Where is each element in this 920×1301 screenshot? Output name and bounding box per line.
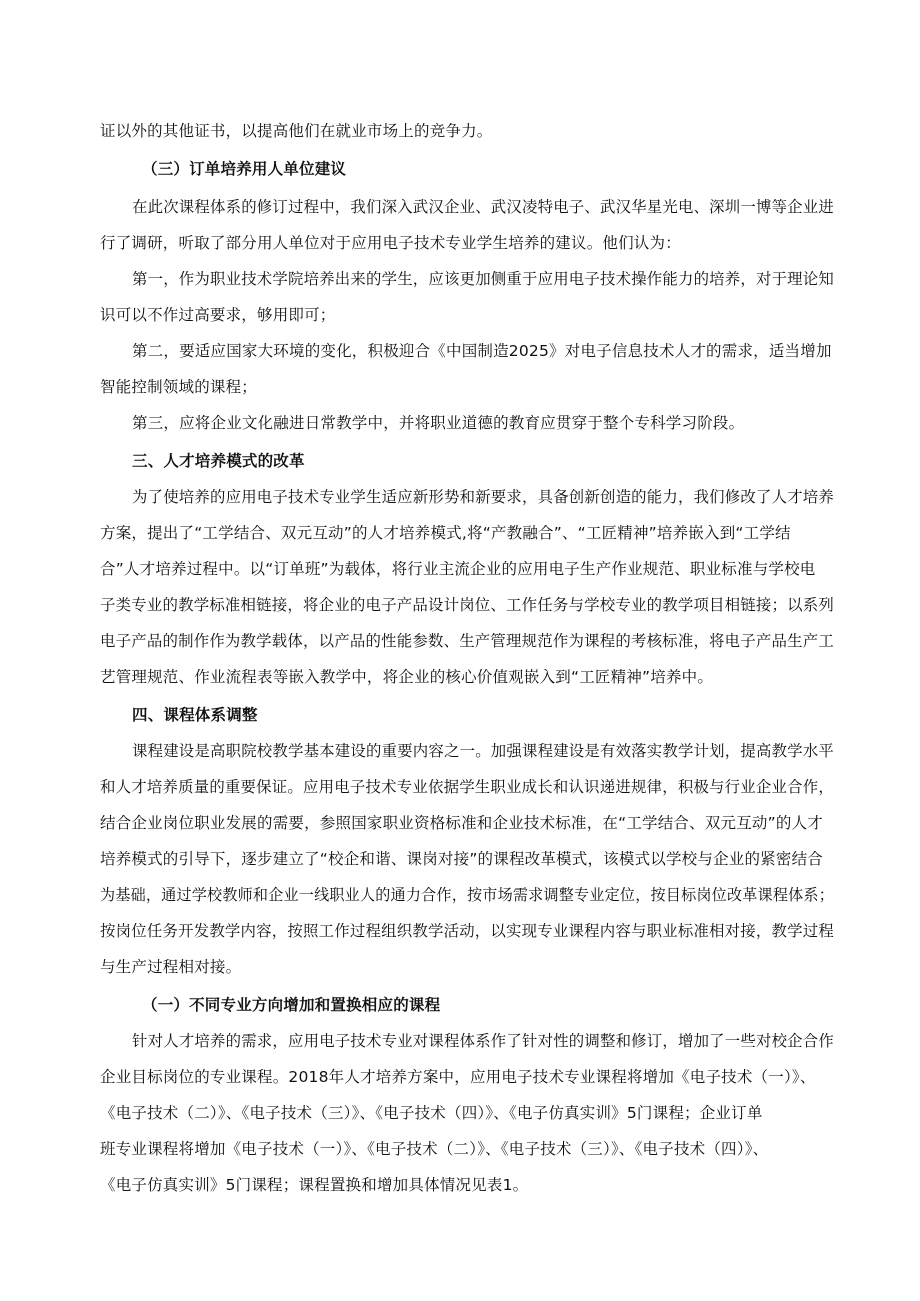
paragraph-line: 行了调研，听取了部分用人单位对于应用电子技术专业学生培养的建议。他们认为： xyxy=(100,234,681,252)
section-heading: （一）不同专业方向增加和置换相应的课程 xyxy=(142,996,441,1014)
paragraph-line: 班专业课程将增加《电子技术（一）》、《电子技术（二）》、《电子技术（三）》、《电子技术（四）》、 xyxy=(100,1140,769,1158)
paragraph-line: 方案，提出了“工学结合、双元互动”的人才培养模式,将“产教融合”、“工匠精神”培养嵌入到“工学结 xyxy=(100,524,791,542)
paragraph-line: 第一，作为职业技术学院培养出来的学生，应该更加侧重于应用电子技术操作能力的培养，对于理论知 xyxy=(132,270,834,288)
paragraph-line: 在此次课程体系的修订过程中，我们深入武汉企业、武汉凌特电子、武汉华星光电、深圳一博等企业进 xyxy=(132,198,834,216)
paragraph-line: 针对人才培养的需求，应用电子技术专业对课程体系作了针对性的调整和修订，增加了一些对校企合作 xyxy=(132,1032,834,1050)
section-heading: （三）订单培养用人单位建议 xyxy=(142,160,347,178)
paragraph-line: 为基础，通过学校教师和企业一线职业人的通力合作，按市场需求调整专业定位，按目标岗位改革课程体系； xyxy=(100,886,835,904)
paragraph-line: 合”人才培养过程中。以“订单班”为载体，将行业主流企业的应用电子生产作业规范、职业标准与学校电 xyxy=(100,560,816,578)
paragraph-line: 和人才培养质量的重要保证。应用电子技术专业依据学生职业成长和认识递进规律，积极与行业企业合作， xyxy=(100,778,834,796)
paragraph-line: 智能控制领域的课程； xyxy=(100,378,258,396)
paragraph-line: 为了使培养的应用电子技术专业学生适应新形势和新要求，具备创新创造的能力，我们修改了人才培养 xyxy=(132,488,834,506)
paragraph-line: 结合企业岗位职业发展的需要，参照国家职业资格标准和企业技术标准，在“工学结合、双元互动”的人才 xyxy=(100,814,823,832)
paragraph-line: 艺管理规范、作业流程表等嵌入教学中，将企业的核心价值观嵌入到“工匠精神”培养中。 xyxy=(100,668,714,686)
paragraph-line: 第二，要适应国家大环境的变化，积极迎合《中国制造2025》对电子信息技术人才的需求，适当增加 xyxy=(132,342,832,360)
paragraph-line: 《电子仿真实训》5门课程；课程置换和增加具体情况见表1。 xyxy=(100,1176,529,1194)
paragraph-line: 电子产品的制作作为教学载体，以产品的性能参数、生产管理规范作为课程的考核标准，将电子产品生产工 xyxy=(100,632,834,650)
section-heading: 三、人才培养模式的改革 xyxy=(132,452,305,470)
paragraph-line: 识可以不作过高要求，够用即可； xyxy=(100,306,336,324)
paragraph-line: 子类专业的教学标准相链接，将企业的电子产品设计岗位、工作任务与学校专业的教学项目相链接；以系列 xyxy=(100,596,834,614)
paragraph-line: 与生产过程相对接。 xyxy=(100,958,242,976)
section-heading: 四、课程体系调整 xyxy=(132,706,258,724)
paragraph-line: 课程建设是高职院校教学基本建设的重要内容之一。加强课程建设是有效落实教学计划，提高教学水平 xyxy=(132,742,834,760)
paragraph-line: 企业目标岗位的专业课程。2018年人才培养方案中，应用电子技术专业课程将增加《电子技术（一）》、 xyxy=(100,1068,816,1086)
paragraph-line: 按岗位任务开发教学内容，按照工作过程组织教学活动，以实现专业课程内容与职业标准相对接，教学过程 xyxy=(100,922,834,940)
paragraph-line: 证以外的其他证书，以提高他们在就业市场上的竞争力。 xyxy=(100,122,493,140)
paragraph-line: 培养模式的引导下，逐步建立了“校企和谐、课岗对接”的课程改革模式，该模式以学校与企业的紧密结合 xyxy=(100,850,823,868)
paragraph-line: 第三，应将企业文化融进日常教学中，并将职业道德的教育应贯穿于整个专科学习阶段。 xyxy=(132,414,745,432)
paragraph-line: 《电子技术（二）》、《电子技术（三）》、《电子技术（四）》、《电子仿真实训》5门课程；企业订单 xyxy=(100,1104,763,1122)
